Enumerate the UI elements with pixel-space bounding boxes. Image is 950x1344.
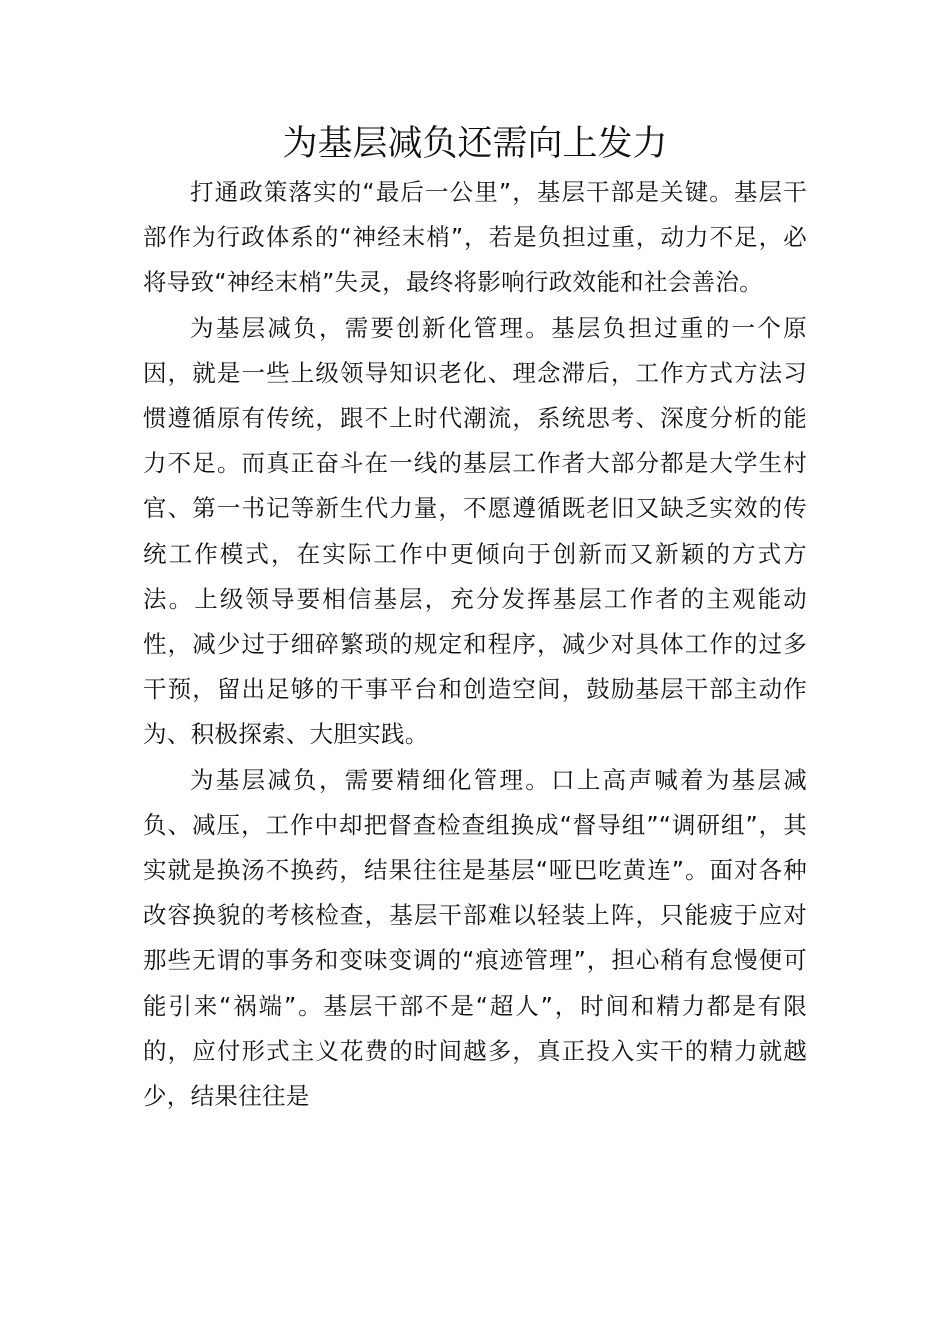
- paragraph-2: 为基层减负，需要创新化管理。基层负担过重的一个原因，就是一些上级领导知识老化、理念滞后，工作方式方法习惯遵循原有传统，跟不上时代潮流，系统思考、深度分析的能力不足。而真正奋斗在一线的基层工作者大部分都是大学生村官、第一书记等新生代力量，不愿遵循既老旧又缺乏实效的传统工作模式，在实际工作中更倾向于创新而又新颖的方式方法。上级领导要相信基层，充分发挥基层工作者的主观能动性，减少过于细碎繁琐的规定和程序，减少对具体工作的过多干预，留出足够的干事平台和创造空间，鼓励基层干部主动作为、积极探索、大胆实践。: [143, 313, 807, 749]
- paragraph-1: 打通政策落实的“最后一公里”，基层干部是关键。基层干部作为行政体系的“神经末梢”，若是负担过重，动力不足，必将导致“神经末梢”失灵，最终将影响行政效能和社会善治。: [143, 178, 807, 297]
- paragraph-3: 为基层减负，需要精细化管理。口上高声喊着为基层减负、减压，工作中却把督查检查组换成“督导组”“调研组”，其实就是换汤不换药，结果往往是基层“哑巴吃黄连”。面对各种改容换貌的考核检查，基层干部难以轻装上阵，只能疲于应对那些无谓的事务和变味变调的“痕迹管理”，担心稍有怠慢便可能引来“祸端”。基层干部不是“超人”，时间和精力都是有限的，应付形式主义花费的时间越多，真正投入实干的精力就越少，结果往往是: [143, 765, 807, 1111]
- document-title: 为基层减负还需向上发力: [282, 124, 668, 164]
- document-body: [143, 170, 807, 1119]
